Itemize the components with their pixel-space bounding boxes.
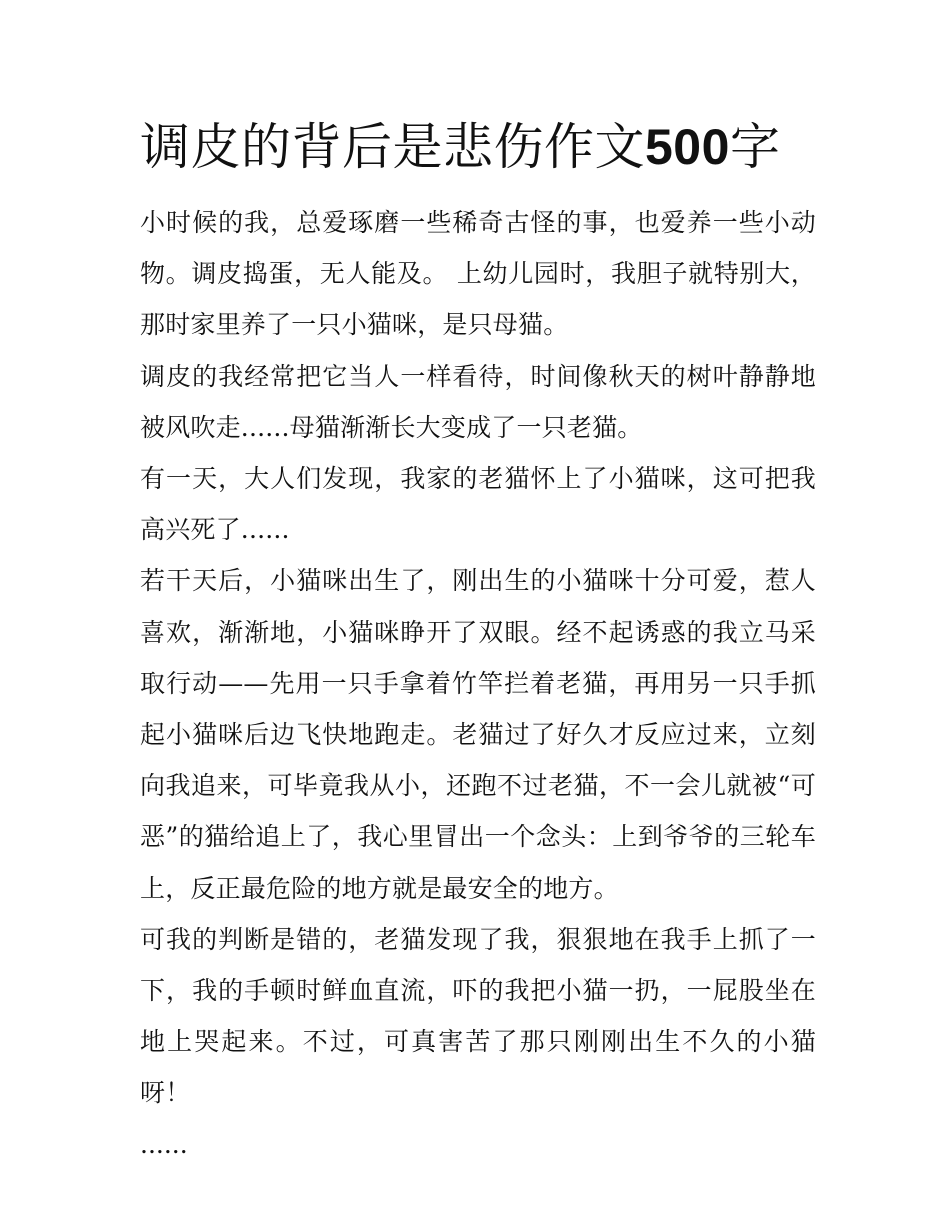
title-number: 500 [645, 119, 730, 175]
paragraph-2: 调皮的我经常把它当人一样看待，时间像秋天的树叶静静地被风吹走......母猫渐渐长大变成了一只老猫。 [140, 361, 816, 442]
paragraph-5: 可我的判断是错的，老猫发现了我，狠狠地在我手上抓了一下，我的手顿时鲜血直流，吓的我把小猫一扔，一屁股坐在地上哭起来。不过，可真害苦了那只刚刚出生不久的小猫呀！ [140, 924, 816, 1108]
paragraph-3: 有一天，大人们发现，我家的老猫怀上了小猫咪，这可把我高兴死了...... [140, 464, 816, 545]
title-suffix: 字 [729, 118, 781, 176]
title-text: 调皮的背后是悲伤作文 [140, 118, 645, 176]
trailing-ellipsis: ...... [140, 1129, 188, 1159]
paragraph-4: 若干天后，小猫咪出生了，刚出生的小猫咪十分可爱，惹人喜欢，渐渐地，小猫咪睁开了双眼。经不起诱惑的我立马采取行动——先用一只手拿着竹竿拦着老猫，再用另一只手抓起小猫咪后边飞快地跑走。老猫过了好久才反应过来，立刻向我追来，可毕竟我从小，还跑不过老猫，不一会儿就被“可恶”的猫给追上了，我心里冒出一个念头：上到爷爷的三轮车上，反正最危险的地方就是最安全的地方。 [140, 566, 816, 903]
document-body [140, 197, 816, 1170]
document-title [140, 112, 780, 182]
paragraph-1: 小时候的我，总爱琢磨一些稀奇古怪的事，也爱养一些小动物。调皮捣蛋，无人能及。 上幼儿园时，我胆子就特别大，那时家里养了一只小猫咪，是只母猫。 [140, 208, 816, 340]
